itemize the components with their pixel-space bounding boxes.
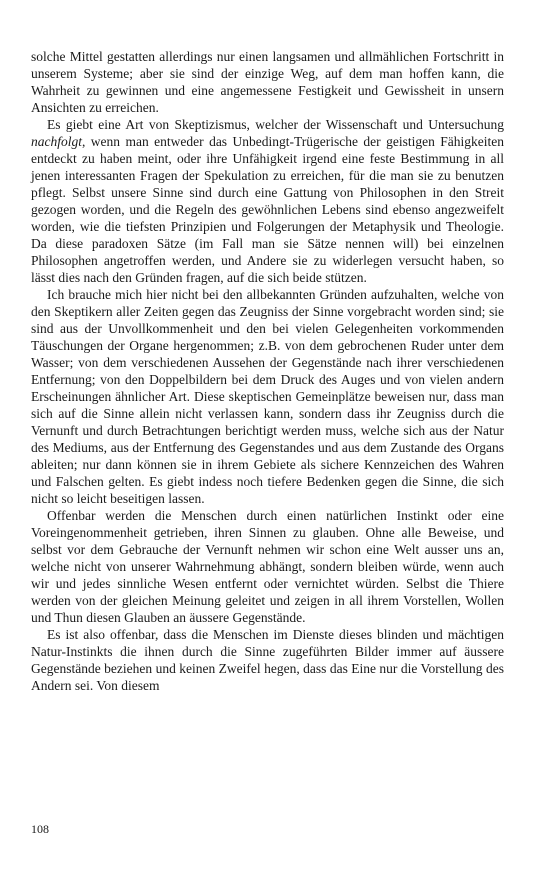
- paragraph-2-start: Es giebt eine Art von Skeptizismus, welcher der Wissenschaft und Untersuchung: [47, 117, 504, 132]
- paragraph-4: Offenbar werden die Menschen durch einen natürlichen Instinkt oder eine Voreingenommenheit getrieben, ihren Sinnen zu glauben. Ohne alle Beweise, und selbst vor dem Gebrauche der Vernunft nehmen wir schon eine Welt ausser uns an, welche nicht von unserer Wahrnehmung abhängt, sondern bleiben würde, wenn auch wir und jedes sinnliche Wesen entfernt oder vernichtet würden. Selbst die Thiere werden von der gleichen Meinung geleitet und zeigen in all ihrem Vorstellen, Wollen und Thun diesen Glauben an äussere Gegenstände.: [31, 508, 504, 625]
- paragraph-5: Es ist also offenbar, dass die Menschen im Dienste dieses blinden und mächtigen Natur-Instinkts die ihnen durch die Sinne zugeführten Bilder immer auf äussere Gegenstände beziehen und keinen Zweifel hegen, dass das Eine nur die Vorstellung des Andern sei. Von diesem: [31, 627, 504, 693]
- paragraph-1: solche Mittel gestatten allerdings nur einen langsamen und allmählichen Fortschritt in unserem Systeme; aber sie sind der einzige Weg, auf dem man hoffen kann, die Wahrheit zu gewinnen und eine angemessene Festigkeit und Gewissheit in unsern Ansichten zu erreichen.: [31, 49, 504, 115]
- page-body: [31, 48, 504, 694]
- paragraph-3: Ich brauche mich hier nicht bei den allbekannten Gründen aufzuhalten, welche von den Skeptikern aller Zeiten gegen das Zeugniss der Sinne vorgebracht worden sind; sie sind aus der Unvollkommenheit und den bei vielen Gelegenheiten vorkommenden Täuschungen der Organe hergenommen; z.B. von dem gebrochenen Ruder unter dem Wasser; von dem verschiedenen Aussehen der Gegenstände nach ihrer verschiedenen Entfernung; von den Doppelbildern bei dem Druck des Auges und von vielen andern Erscheinungen ähnlicher Art. Diese skeptischen Gemeinplätze beweisen nur, dass man sich auf die Sinne allein nicht verlassen kann, sondern dass ihr Zeugniss durch die Vernunft und durch Betrachtungen berichtigt werden muss, welche sich aus der Natur des Mediums, aus der Entfernung des Gegenstandes und aus dem Zustande des Organs ableiten; nur dann können sie in ihrem Gebiete als sichere Kennzeichen des Wahren und Falschen gelten. Es giebt indess noch tiefere Bedenken gegen die Sinne, die sich nicht so leicht beseitigen lassen.: [31, 287, 504, 506]
- emphasis-nachfolgt: nachfolgt: [31, 134, 82, 149]
- paragraph-2-rest: , wenn man entweder das Unbedingt-Trügerische der geistigen Fähigkeiten entdeckt zu haben meint, oder ihre Unfähigkeit irgend eine feste Bestimmung in all jenen interessanten Fragen der Spekulation zu erreichen, für die man sie zu benutzen pflegt. Selbst unsere Sinne sind durch eine Gattung von Philosophen in den Streit gezogen worden, und die Regeln des gewöhnlichen Lebens sind ebenso angezweifelt worden, wie die tiefsten Prinzipien und Folgerungen der Metaphysik und Theologie. Da diese paradoxen Sätze (im Fall man sie Sätze nennen will) bei einzelnen Philosophen angetroffen werden, und Andere sie zu widerlegen versucht haben, so lässt dies nach den Gründen fragen, auf die sich beide stützen.: [31, 134, 504, 285]
- page-number: 108: [31, 822, 49, 836]
- paragraph-2: [31, 116, 504, 286]
